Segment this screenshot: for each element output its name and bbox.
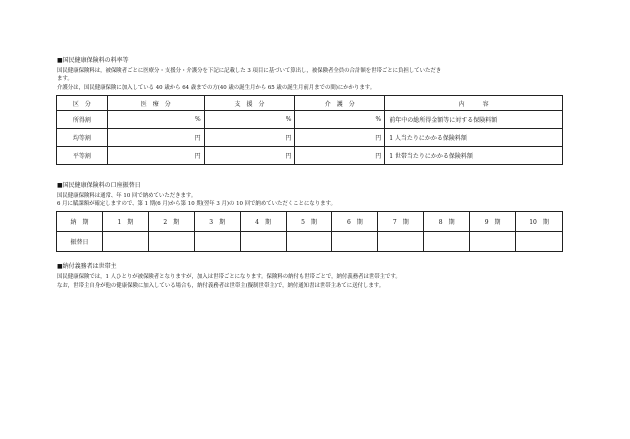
table-row <box>57 111 563 129</box>
content-cell: 1 世帯当たりにかかる保険料額 <box>385 147 563 165</box>
header-medical: 医 療 分 <box>107 96 204 111</box>
support-value-cell: % <box>204 111 295 129</box>
nursing-value-cell: % <box>295 111 385 129</box>
period-row-label: 納 期 <box>57 212 103 232</box>
transfer-date-cell <box>332 232 378 252</box>
payment-period-text: 6 月に賦課額が確定しますので、第 1 期(6 月)から第 10 期(翌年 3 月)の 10 回で納めていただくことになります。 <box>57 201 336 207</box>
period-cell: 8 期 <box>424 212 470 232</box>
period-cell: 4 期 <box>240 212 286 232</box>
transfer-date-cell <box>194 232 240 252</box>
period-cell: 5 期 <box>286 212 332 232</box>
medical-value-cell: 円 <box>107 147 204 165</box>
nursing-value-cell: 円 <box>295 147 385 165</box>
content-cell: 1 人当たりにかかる保険料額 <box>385 129 563 147</box>
row-label: 平等割 <box>57 147 108 165</box>
table-row <box>57 129 563 147</box>
period-cell: 7 期 <box>378 212 424 232</box>
row-label: 所得割 <box>57 111 108 129</box>
header-support: 支 援 分 <box>204 96 295 111</box>
transfer-date-cell <box>240 232 286 252</box>
transfer-date-row <box>57 232 563 252</box>
header-nursing: 介 護 分 <box>295 96 385 111</box>
medical-value-cell: % <box>107 111 204 129</box>
content-cell: 前年中の総所得金額等に対する保険料額 <box>385 111 563 129</box>
transfer-date-cell <box>470 232 516 252</box>
transfer-date-table <box>56 211 563 252</box>
row-label: 均等割 <box>57 129 108 147</box>
premium-calc-text-line2: ます。 <box>57 76 73 82</box>
section-heading-transfer-dates: ■国民健康保険料の口座振替日 <box>57 182 141 189</box>
table-header-row <box>57 96 563 111</box>
transfer-date-cell <box>516 232 563 252</box>
nursing-value-cell: 円 <box>295 129 385 147</box>
support-value-cell: 円 <box>204 147 295 165</box>
transfer-date-cell <box>378 232 424 252</box>
transfer-date-cell <box>102 232 148 252</box>
deemed-head-text: なお，世帯主自身が他の健康保険に加入している場合も，納付義務者は世帯主(擬制世帯主)で，納付通知書は世帯主あてに送付します。 <box>57 283 385 289</box>
section-heading-obligor: ■納付義務者は世帯主 <box>57 263 117 270</box>
period-row <box>57 212 563 232</box>
period-cell: 2 期 <box>148 212 194 232</box>
period-cell: 6 期 <box>332 212 378 232</box>
header-content: 内 容 <box>385 96 563 111</box>
premium-calc-text-line1: 国民健康保険料は，被保険者ごとに医療分・支援分・介護分を下記に記載した 3 項目に基づいて算出し，被保険者全員の合計額を世帯ごとに負担していただき <box>57 68 442 74</box>
table-row <box>57 147 563 165</box>
transfer-date-cell <box>148 232 194 252</box>
period-cell: 10 期 <box>516 212 563 232</box>
medical-value-cell: 円 <box>107 129 204 147</box>
period-cell: 1 期 <box>102 212 148 232</box>
section-heading-premium-rates: ■国民健康保険料の料率等 <box>57 57 129 64</box>
nursing-care-text: 介護分は，国民健康保険に加入している 40 歳から 64 歳までの方(40 歳の誕生月から 65 歳の誕生月前月までの間)にかかります。 <box>57 85 376 91</box>
transfer-date-row-label: 振替日 <box>57 232 103 252</box>
header-category: 区 分 <box>57 96 108 111</box>
transfer-date-cell <box>286 232 332 252</box>
payment-count-text: 国民健康保険料は通常、年 10 回で納めていただきます。 <box>57 193 197 199</box>
period-cell: 3 期 <box>194 212 240 232</box>
household-enrollment-text: 国民健康保険では，1 人ひとりが被保険者となりますが，加入は世帯ごとになります。保険料の納付も世帯ごとで，納付義務者は世帯主です。 <box>57 274 401 280</box>
transfer-date-cell <box>424 232 470 252</box>
premium-rate-table <box>56 95 563 165</box>
period-cell: 9 期 <box>470 212 516 232</box>
support-value-cell: 円 <box>204 129 295 147</box>
